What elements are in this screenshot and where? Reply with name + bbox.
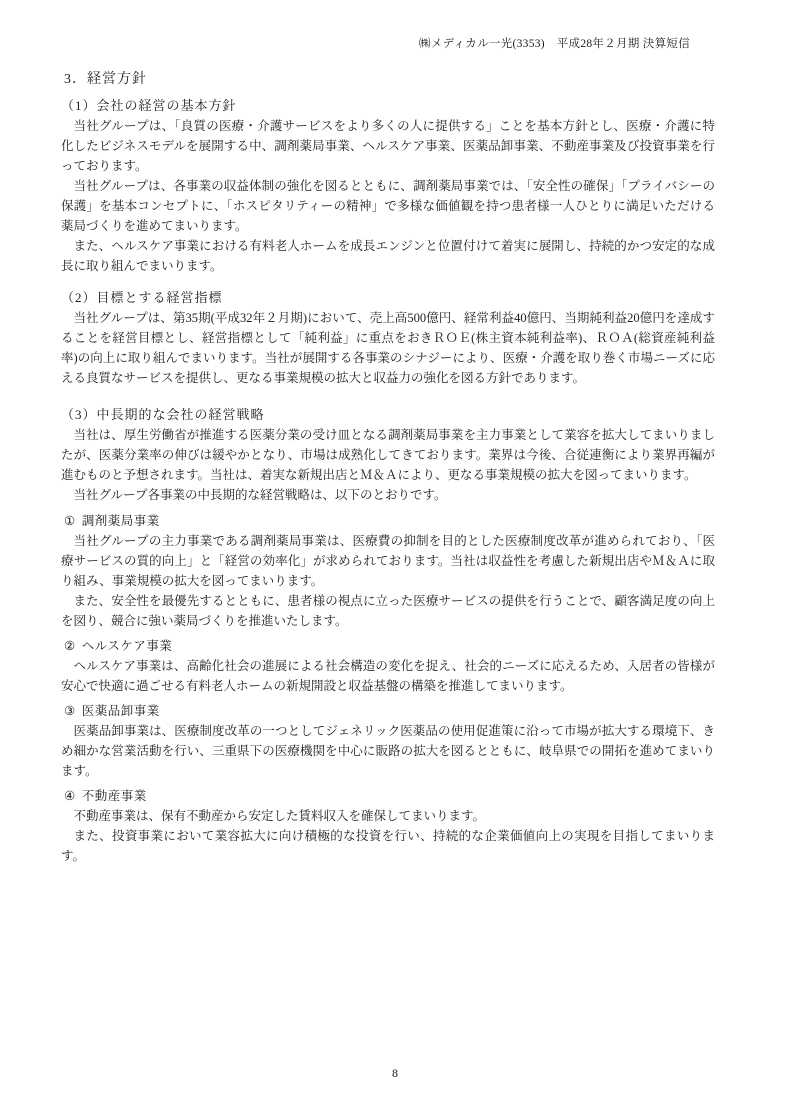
- paragraph: 当社グループは、「良質の医療・介護サービスをより多くの人に提供する」ことを基本方針とし、医療・介護に特化したビジネスモデルを展開する中、調剤薬局事業、ヘルスケア事業、医薬品卸事業、不動産事業及び投資事業を行っております。: [61, 119, 715, 173]
- item-1-marker: ①: [64, 514, 76, 528]
- subsection-1-heading: （1）会社の経営の基本方針: [61, 98, 237, 113]
- item-2-marker: ②: [64, 639, 76, 653]
- paragraph: 当社グループの主力事業である調剤薬局事業は、医療費の抑制を目的とした医療制度改革が進められており、「医療サービスの質的向上」と「経営の効率化」が求められております。当社は収益性を考慮した新規出店やＭ＆Ａに取り組み、事業規模の拡大を図ってまいります。: [61, 534, 715, 588]
- page-number: 8: [392, 1066, 398, 1080]
- paragraph: 当社は、厚生労働省が推進する医薬分業の受け皿となる調剤薬局事業を主力事業として業容を拡大してまいりましたが、医薬分業率の伸びは緩やかとなり、市場は成熟化してきております。業界は今後、合従連衡により業界再編が進むものと予想されます。当社は、着実な新規出店とＭ＆Ａにより、更なる事業規模の拡大を図ってまいります。: [61, 428, 715, 482]
- subsection-3-heading: （3）中長期的な会社の経営戦略: [61, 407, 265, 422]
- item-3-heading: [64, 701, 715, 721]
- item-4-title: 不動産事業: [81, 789, 147, 803]
- item-3-marker: ③: [64, 704, 76, 718]
- subsection-2-heading: （2）目標とする経営指標: [61, 290, 223, 305]
- item-2-heading: [64, 636, 715, 656]
- paragraph: 当社グループ各事業の中長期的な経営戦略は、以下のとおりです。: [73, 488, 447, 502]
- item-4-marker: ④: [64, 789, 76, 803]
- item-4-heading: [64, 786, 715, 806]
- item-3-title: 医薬品卸事業: [81, 704, 160, 718]
- paragraph: 当社グループは、第35期(平成32年２月期)において、売上高500億円、経常利益40億円、当期純利益20億円を達成することを経営目標とし、経営指標として「純利益」に重点をおきＲＯＥ(株主資本純利益率)、ＲＯＡ(総資産純利益率)の向上に取り組んでまいります。当社が展開する各事業のシナジーにより、医療・介護を取り巻く市場ニーズに応える良質なサービスを提供し、更なる事業規模の拡大と収益力の強化を図る方針であります。: [61, 311, 715, 385]
- paragraph: ヘルスケア事業は、高齢化社会の進展による社会構造の変化を捉え、社会的ニーズに応えるため、入居者の皆様が安心で快適に過ごせる有料老人ホームの新規開設と収益基盤の構築を推進してまいります。: [61, 659, 715, 693]
- paragraph: 医薬品卸事業は、医療制度改革の一つとしてジェネリック医薬品の使用促進策に沿って市場が拡大する環境下、きめ細かな営業活動を行い、三重県下の医療機関を中心に販路の拡大を図るとともに、岐阜県での開拓を進めてまいります。: [61, 724, 715, 778]
- document-content: [61, 70, 715, 866]
- item-1-heading: [64, 511, 715, 531]
- paragraph: 当社グループは、各事業の収益体制の強化を図るとともに、調剤薬局事業では、「安全性の確保」「プライバシーの保護」を基本コンセプトに、「ホスピタリティーの精神」で多様な価値観を持つ患者様一人ひとりに満足いただける薬局づくりを進めてまいります。: [61, 179, 715, 233]
- paragraph: また、ヘルスケア事業における有料老人ホームを成長エンジンと位置付けて着実に展開し、持続的かつ安定的な成長に取り組んでまいります。: [61, 239, 715, 273]
- paragraph: 不動産事業は、保有不動産から安定した賃料収入を確保してまいります。: [73, 809, 486, 823]
- document-header: ㈱メディカル一光(3353) 平成28年２月期 決算短信: [418, 38, 690, 50]
- paragraph: また、安全性を最優先するとともに、患者様の視点に立った医療サービスの提供を行うことで、顧客満足度の向上を図り、競合に強い薬局づくりを推進いたします。: [61, 594, 715, 628]
- section-title: 3．経営方針: [64, 72, 147, 87]
- paragraph: また、投資事業において業容拡大に向け積極的な投資を行い、持続的な企業価値向上の実現を目指してまいります。: [61, 829, 715, 863]
- item-2-title: ヘルスケア事業: [81, 639, 173, 653]
- item-1-title: 調剤薬局事業: [81, 514, 160, 528]
